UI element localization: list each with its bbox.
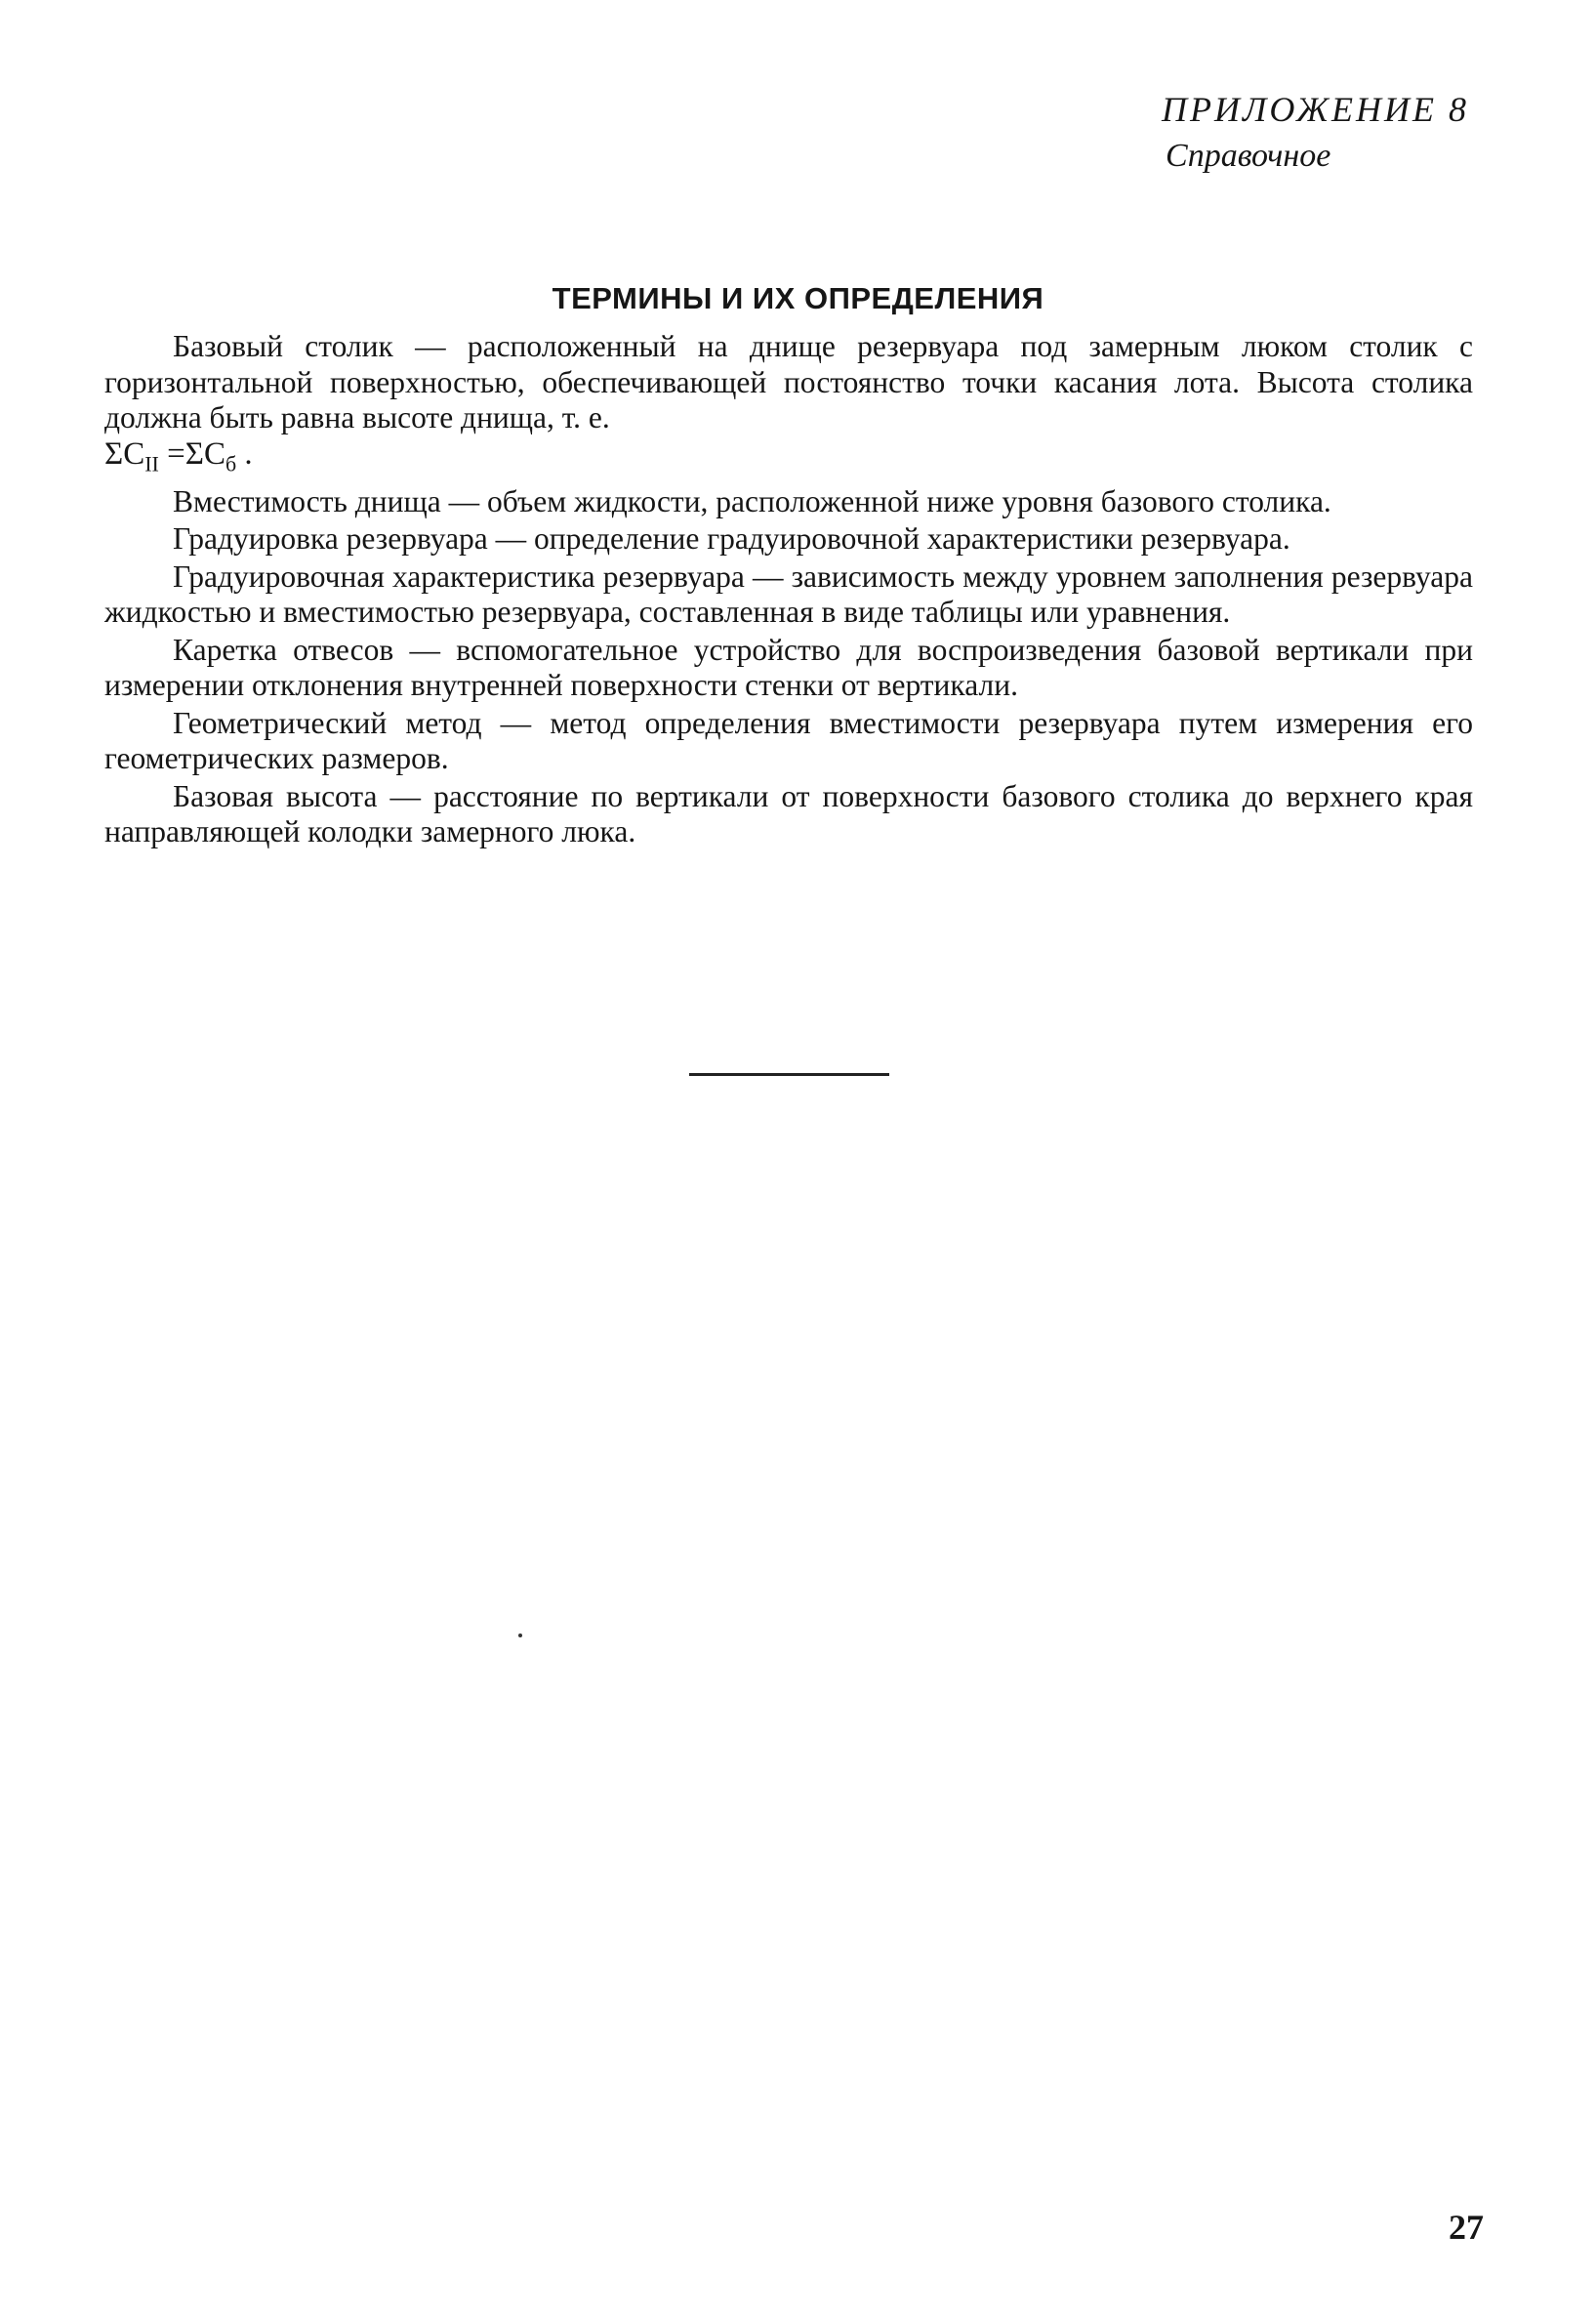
- term-base-height: Базовая высота — расстояние по вертикали от поверхности базового столика до верхнего края направляющей колодки замерного люка.: [104, 778, 1473, 849]
- term-calibration: Градуировка резервуара — определение градуировочной характеристики резервуара.: [173, 521, 1290, 557]
- page-number: 27: [1449, 2208, 1484, 2247]
- term-bottom-capacity: Вместимость днища — объем жидкости, расположенной ниже уровня базового столика.: [173, 483, 1331, 518]
- appendix-subtitle: Справочное: [1166, 138, 1331, 174]
- formula: $\Sigma C_{II} =\Sigma C_б$ .: [104, 435, 253, 476]
- appendix-title: ПРИЛОЖЕНИЕ 8: [1162, 90, 1469, 129]
- appendix-heading: [1162, 86, 1469, 180]
- section-end-rule: [689, 1073, 889, 1076]
- term-text: Базовый столик — расположенный на днище резервуара под замерным люком столик с горизонтальной поверхностью, обеспечивающей постоянство точки касания лота. Высота столика должна быть равна высоте днища, т. е.: [104, 329, 1473, 434]
- section-title: ТЕРМИНЫ И ИХ ОПРЕДЕЛЕНИЯ: [552, 281, 1044, 315]
- terms-list: [104, 329, 1473, 850]
- term-base-table: [104, 329, 1473, 482]
- term-geometric-method: Геометрический метод — метод определения вместимости резервуара путем измерения его геометрических размеров.: [104, 705, 1473, 776]
- print-speck: [518, 1634, 522, 1637]
- term-calibration-characteristic: Градуировочная характеристика резервуара — зависимость между уровнем заполнения резервуара жидкостью и вместимостью резервуара, составленная в виде таблицы или уравнения.: [104, 558, 1473, 630]
- term-plumb-carriage: Каретка отвесов — вспомогательное устройство для воспроизведения базовой вертикали при измерении отклонения внутренней поверхности стенки от вертикали.: [104, 632, 1473, 703]
